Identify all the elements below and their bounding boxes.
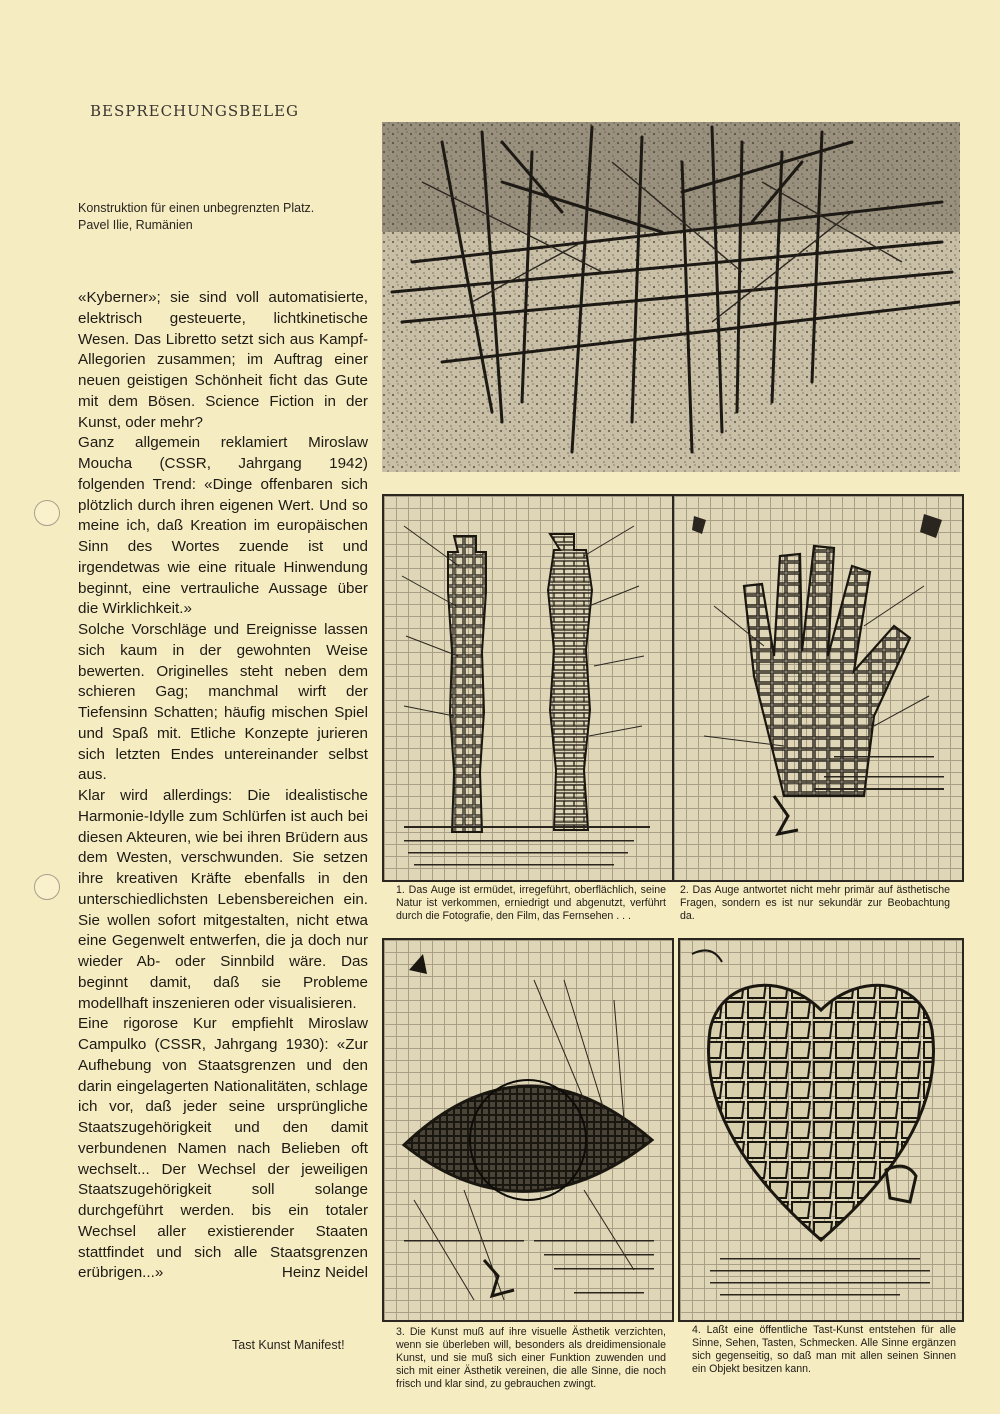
article-paragraph: Ganz allgemein reklamiert Miroslaw Moucha (CSSR, Jahrgang 1942) folgenden Trend: «Dinge offenbaren sich plötzlich durch ihren eigenen Wert. Und so meine ich, daß Kreation im europäischen Sinn des Wortes zuende ist und irgendetwas wie eine rituale Hinwendung beginnt, eine vertrauliche Aussage über die Wirklichkeit.» [78,434,368,618]
article-paragraph: Solche Vorschläge und Ereignisse lassen sich kaum in der gewohnten Weise bewerten. Originelles steht neben dem schieren Gag; manchmal wirft der Tiefensinn Schatten; häufig mischen Spiel und Spaß mit. Etliche Konzepte jurieren sich letzten Endes untereinander selbst aus. [78,621,368,784]
panel-caption-2: 2. Das Auge antwortet nicht mehr primär auf ästhetische Fragen, sondern es ist nur sekundär zur Beobachtung da. [680,884,950,922]
photo-caption-artist: Pavel Ilie, Rumänien [78,218,193,232]
panel-caption-3: 3. Die Kunst muß auf ihre visuelle Ästhetik verzichten, wenn sie überleben will, besonders als dreidimensionale Kunst, und sie muß sich einer Funktion zuwenden und sich mit einer Ästhetik vereinen, die alle Sinne, die noch frisch und klar sind, zu gebrauchen zwingt. [396,1326,666,1390]
eye-drawing [384,940,672,1320]
punch-hole [34,874,60,900]
article-body [78,288,368,1284]
article-author: Heinz Neidel [281,1264,368,1282]
photo-caption-title: Konstruktion für einen unbegrenzten Platz. [78,201,315,215]
construction-photo [382,122,960,472]
article-quote: Eine rigorose Kur empfiehlt Miroslaw Campulko (CSSR, Jahrgang 1930): «Zur Aufhebung von Staatsgrenzen und den darin eingelagerten Nationalitäten, schlage ich vor, daß jeder seine ursprüngliche Staatszugehörigkeit und den damit verbundenen Namen nach Belieben oft wechselt... Der Wechsel der jeweiligen Staatszugehörigkeit soll solange durchgeführt werden. bis ein totaler Wechsel aller existierender Staaten stattfindet und sich alle Staatsgrenzen erübrigen...» [78,1015,368,1282]
panel-eye [382,938,674,1322]
heart-drawing [680,940,962,1320]
panel-caption-4: 4. Laßt eine öffentliche Tast-Kunst entstehen für alle Sinne, Sehen, Tasten, Schmecken. Alle Sinne ergänzen sich gegenseitig, so daß man mit allen seinen Sinnen ein Objekt besitzen kann. [692,1324,956,1375]
panel-caption-1: 1. Das Auge ist ermüdet, irregeführt, oberflächlich, seine Natur ist verkommen, erniedrigt und abgenutzt, verführt durch die Fotografie, den Film, das Fernsehen . . . [396,884,666,922]
photo-caption [78,200,378,234]
panel-heart [678,938,964,1322]
article-paragraph: Klar wird allerdings: Die idealistische Harmonie-Idylle zum Schlürfen ist auch bei diesen Akteuren, wie bei ihren Brüdern aus dem Westen, verschwunden. Sie setzen ihre kreativen Kräfte ebenfalls in den unterschiedlichsten Lebensbereichen ein. Sie wollen sofort mitgestalten, nicht etwa eine Gegenwelt entwerfen, die ja doch nur wieder Ab- oder Sinnbild wäre. Das beginnt damit, daß sie Probleme modellhaft inszenieren oder visualisieren. [78,787,368,1012]
article-paragraph [78,1014,368,1284]
panel-figures [382,494,674,882]
hand-drawing [674,496,962,880]
review-copy-stamp: BESPRECHUNGSBELEG [90,102,300,120]
article-paragraph: «Kyberner»; sie sind voll automatisierte, elektrisch gesteuerte, lichtkinetische Wesen. Das Libretto setzt sich aus Kampf-Allegorien zusammen; im Auftrag einer neuen geistigen Schönheit ficht das Gute mit dem Bösen. Science Fiction in der Kunst, oder mehr? [78,289,368,431]
manifesto-title: Tast Kunst Manifest! [232,1338,345,1352]
punch-hole [34,500,60,526]
figures-drawing [384,496,672,880]
panel-hand [672,494,964,882]
